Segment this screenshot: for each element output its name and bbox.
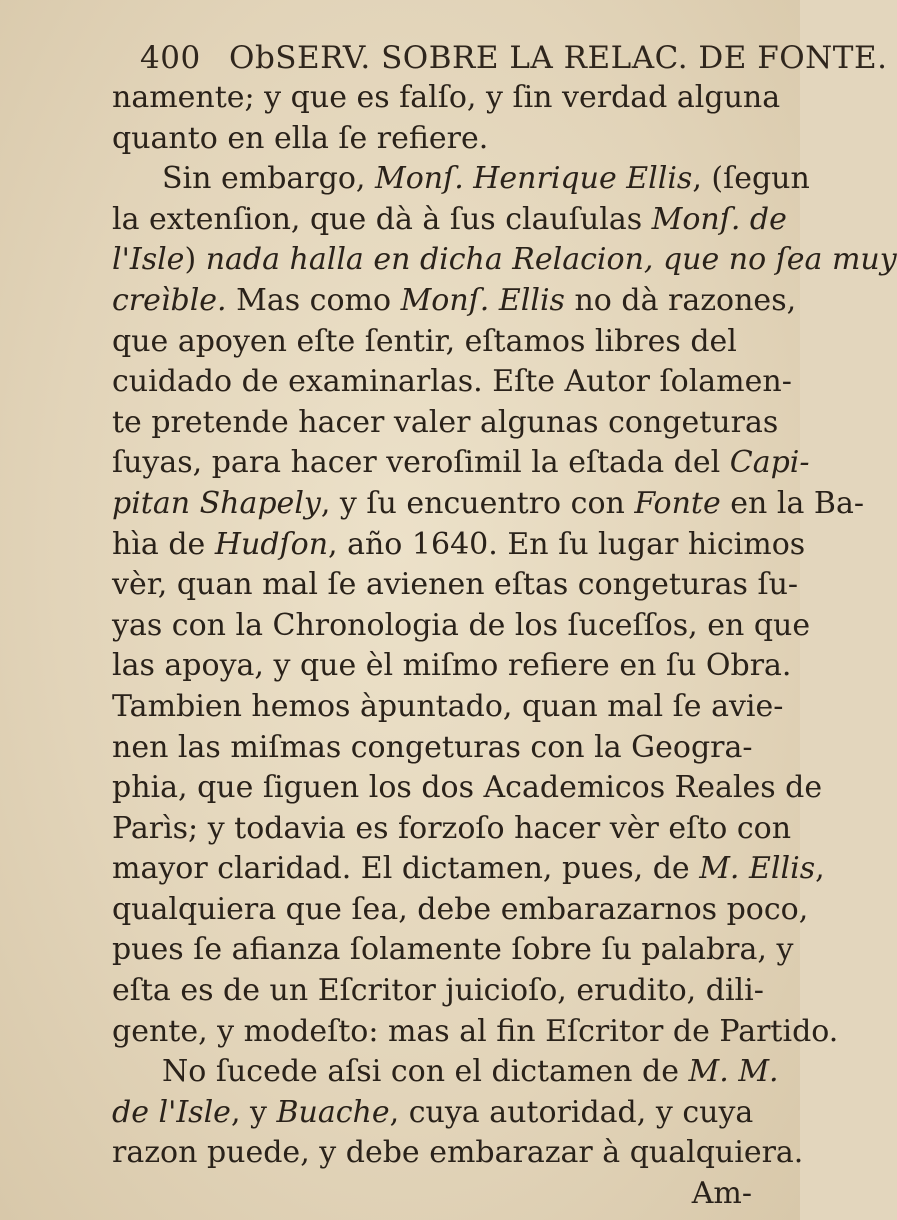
text-line [112, 240, 897, 281]
italic-segment: Monſ. Ellis [400, 282, 565, 318]
text-segment: , año 1640. En ſu lugar hicimos [328, 526, 806, 562]
text-line [112, 484, 864, 525]
text-segment: vèr, quan mal ſe avienen eſtas congeturas ſu- [112, 567, 799, 603]
italic-segment: Monſ. de [651, 201, 787, 237]
text-line [112, 78, 781, 119]
text-segment: No ſucede aſsi con el dictamen de [162, 1054, 689, 1090]
text-line [112, 281, 797, 322]
text-segment: quanto en ella ſe refiere. [112, 120, 489, 156]
text-line [112, 119, 772, 160]
text-line [112, 890, 809, 931]
text-segment: eſta es de un Eſcritor juicioſo, erudito, dili- [112, 973, 764, 1009]
italic-segment: Buache [276, 1094, 390, 1130]
text-segment: , [815, 851, 825, 887]
text-segment: nen las miſmas congeturas con la Geogra- [112, 729, 753, 765]
text-line [112, 200, 787, 241]
text-segment: mayor claridad. El dictamen, pues, de [112, 851, 700, 887]
text-segment: en la Ba- [720, 485, 864, 521]
text-segment: qualquiera que ſea, debe embarazarnos poco, [112, 891, 809, 927]
text-segment: phia, que ſiguen los dos Academicos Reales de [112, 770, 823, 806]
italic-segment: Hudſon [214, 526, 329, 562]
page-number: 400 [140, 40, 201, 76]
text-line [112, 1133, 804, 1174]
italic-segment: M. M. [688, 1054, 779, 1090]
italic-segment: l'Isle [112, 242, 185, 278]
text-segment: , y ſu encuentro con [320, 485, 635, 521]
text-segment: hìa de [112, 526, 215, 562]
text-segment: ſuyas, para hacer veroſimil la eſtada del [112, 445, 730, 481]
text-segment: Sin embargo, [162, 161, 375, 197]
text-segment: Parìs; y todavia es forzoſo hacer vèr eſto con [112, 810, 792, 846]
text-segment: pues ſe afianza ſolamente ſobre ſu palabra, y [112, 932, 794, 968]
text-segment: gente, y modeſto: mas al fin Eſcritor de Partido. [112, 1013, 839, 1049]
text-line [112, 322, 772, 363]
italic-segment: pitan Shapely [112, 485, 321, 521]
text-line [112, 403, 779, 444]
text-line [112, 971, 772, 1012]
running-head-title: ObSERV. SOBRE LA RELAC. DE FONTE. [229, 40, 888, 76]
italic-segment: Monſ. Henrique Ellis [374, 161, 693, 197]
text-segment: las apoya, y que èl miſmo refiere en ſu Obra. [112, 648, 792, 684]
text-line [112, 362, 792, 403]
text-segment: no dà razones, [564, 282, 797, 318]
text-segment: te pretende hacer valer algunas congeturas [112, 404, 779, 440]
text-segment: ) [184, 242, 206, 278]
text-line [112, 443, 810, 484]
running-header [140, 40, 888, 76]
text-segment: Tambien hemos àpuntado, quan mal ſe avie- [112, 688, 784, 724]
catchword [112, 1174, 772, 1215]
italic-segment: de l'Isle [112, 1094, 231, 1130]
italic-segment: nada halla en dicha Relacion, que no ſea muy [205, 242, 897, 278]
text-segment: yas con la Chronologia de los ſuceſſos, en que [112, 607, 811, 643]
text-line [112, 646, 792, 687]
italic-segment: Fonte [634, 485, 721, 521]
text-line [112, 525, 806, 566]
text-segment: que apoyen eſte ſentir, eſtamos libres del [112, 323, 737, 359]
text-segment: la extenſion, que dà à ſus clauſulas [112, 201, 652, 237]
text-segment: Mas como [226, 282, 401, 318]
text-segment: Am- [691, 1176, 752, 1212]
text-line [112, 768, 823, 809]
text-segment: , (ſegun [692, 161, 810, 197]
text-line [112, 565, 799, 606]
text-line [112, 809, 792, 850]
italic-segment: M. Ellis [699, 851, 816, 887]
text-segment: cuidado de examinarlas. Eſte Autor ſolamen- [112, 364, 792, 400]
text-line [112, 728, 772, 769]
text-segment: namente; y que es falſo, y ſin verdad alguna [112, 80, 781, 115]
text-line [112, 1052, 779, 1093]
text-line [112, 606, 811, 647]
text-line [112, 159, 810, 200]
text-segment: , cuya autoridad, y cuya [389, 1094, 754, 1130]
text-line [112, 687, 784, 728]
text-segment: razon puede, y debe embarazar à qualquiera. [112, 1135, 804, 1171]
text-line [112, 1012, 839, 1053]
text-segment: , y [230, 1094, 277, 1130]
text-line [112, 849, 825, 890]
text-line [112, 1093, 772, 1134]
body-text [112, 78, 897, 1215]
italic-segment: Capi- [729, 445, 810, 481]
italic-segment: creìble. [112, 282, 227, 318]
text-line [112, 930, 794, 971]
